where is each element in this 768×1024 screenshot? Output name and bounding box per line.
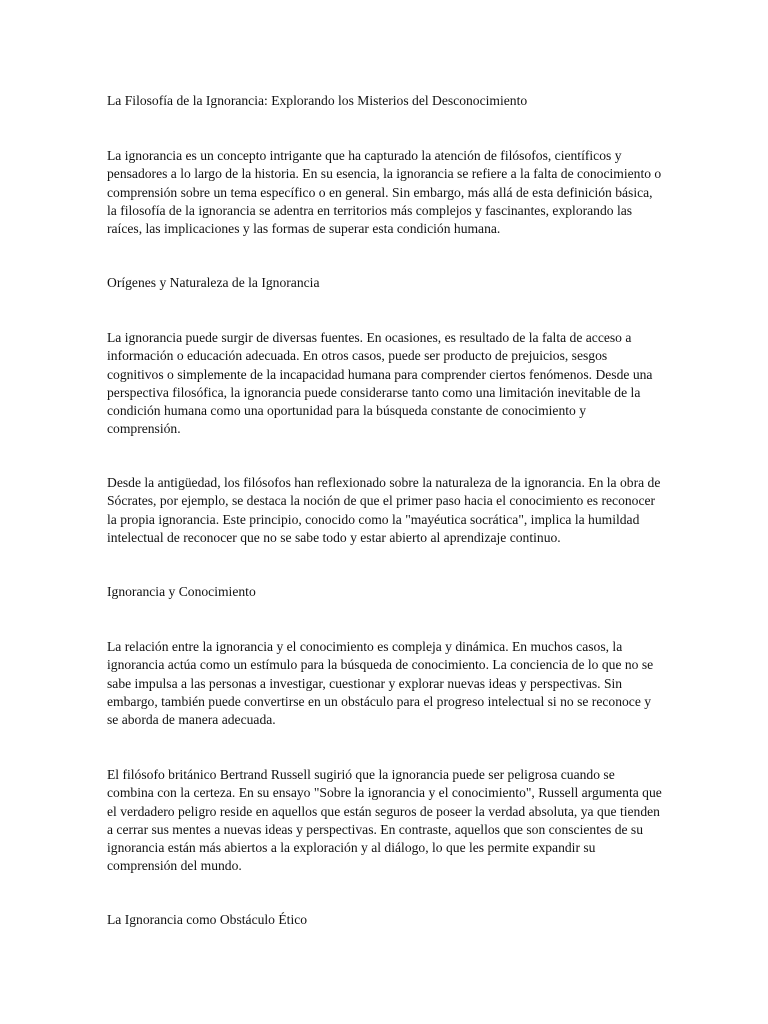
paragraph-conocimiento-1: La relación entre la ignorancia y el conocimiento es compleja y dinámica. En muchos casos, la ignorancia actúa como un estímulo para la búsqueda de conocimiento. La conciencia de lo que no se sabe impulsa a las personas a investigar, cuestionar y explorar nuevas ideas y perspectivas. Sin embargo, también puede convertirse en un obstáculo para el progreso intelectual si no se reconoce y se aborda de manera adecuada. [107, 639, 654, 728]
section-heading-origenes: Orígenes y Naturaleza de la Ignorancia [107, 275, 320, 290]
paragraph-conocimiento-2: El filósofo británico Bertrand Russell sugirió que la ignorancia puede ser peligrosa cuando se combina con la certeza. En su ensayo "Sobre la ignorancia y el conocimiento", Russell argumenta que el verdadero peligro reside en aquellos que están seguros de poseer la verdad absoluta, ya que tienden a cerrar sus mentes a nuevas ideas y perspectivas. En contraste, aquellos que son conscientes de su ignorancia están más abiertos a la exploración y al diálogo, lo que les permite expandir su comprensión del mundo. [107, 767, 662, 874]
intro-paragraph: La ignorancia es un concepto intrigante que ha capturado la atención de filósofos, científicos y pensadores a lo largo de la historia. En su esencia, la ignorancia se refiere a la falta de conocimiento o comprensión sobre un tema específico o en general. Sin embargo, más allá de esta definición básica, la filosofía de la ignorancia se adentra en territorios más complejos y fascinantes, explorando las raíces, las implicaciones y las formas de superar esta condición humana. [107, 148, 662, 237]
section-heading-etico: La Ignorancia como Obstáculo Ético [107, 912, 308, 927]
section-heading-conocimiento: Ignorancia y Conocimiento [107, 584, 256, 599]
paragraph-origenes-2: Desde la antigüedad, los filósofos han reflexionado sobre la naturaleza de la ignorancia. En la obra de Sócrates, por ejemplo, se destaca la noción de que el primer paso hacia el conocimiento es reconocer la propia ignorancia. Este principio, conocido como la "mayéutica socrática", implica la humildad intelectual de reconocer que no se sabe todo y estar abierto al aprendizaje continuo. [107, 475, 661, 545]
paragraph-origenes-1: La ignorancia puede surgir de diversas fuentes. En ocasiones, es resultado de la falta de acceso a información o educación adecuada. En otros casos, puede ser producto de prejuicios, sesgos cognitivos o simplemente de la incapacidad humana para comprender ciertos fenómenos. Desde una perspectiva filosófica, la ignorancia puede considerarse tanto como una limitación inevitable de la condición humana como una oportunidad para la búsqueda constante de conocimiento y comprensión. [107, 330, 653, 437]
document-title: La Filosofía de la Ignorancia: Explorando los Misterios del Desconocimiento [107, 93, 528, 108]
